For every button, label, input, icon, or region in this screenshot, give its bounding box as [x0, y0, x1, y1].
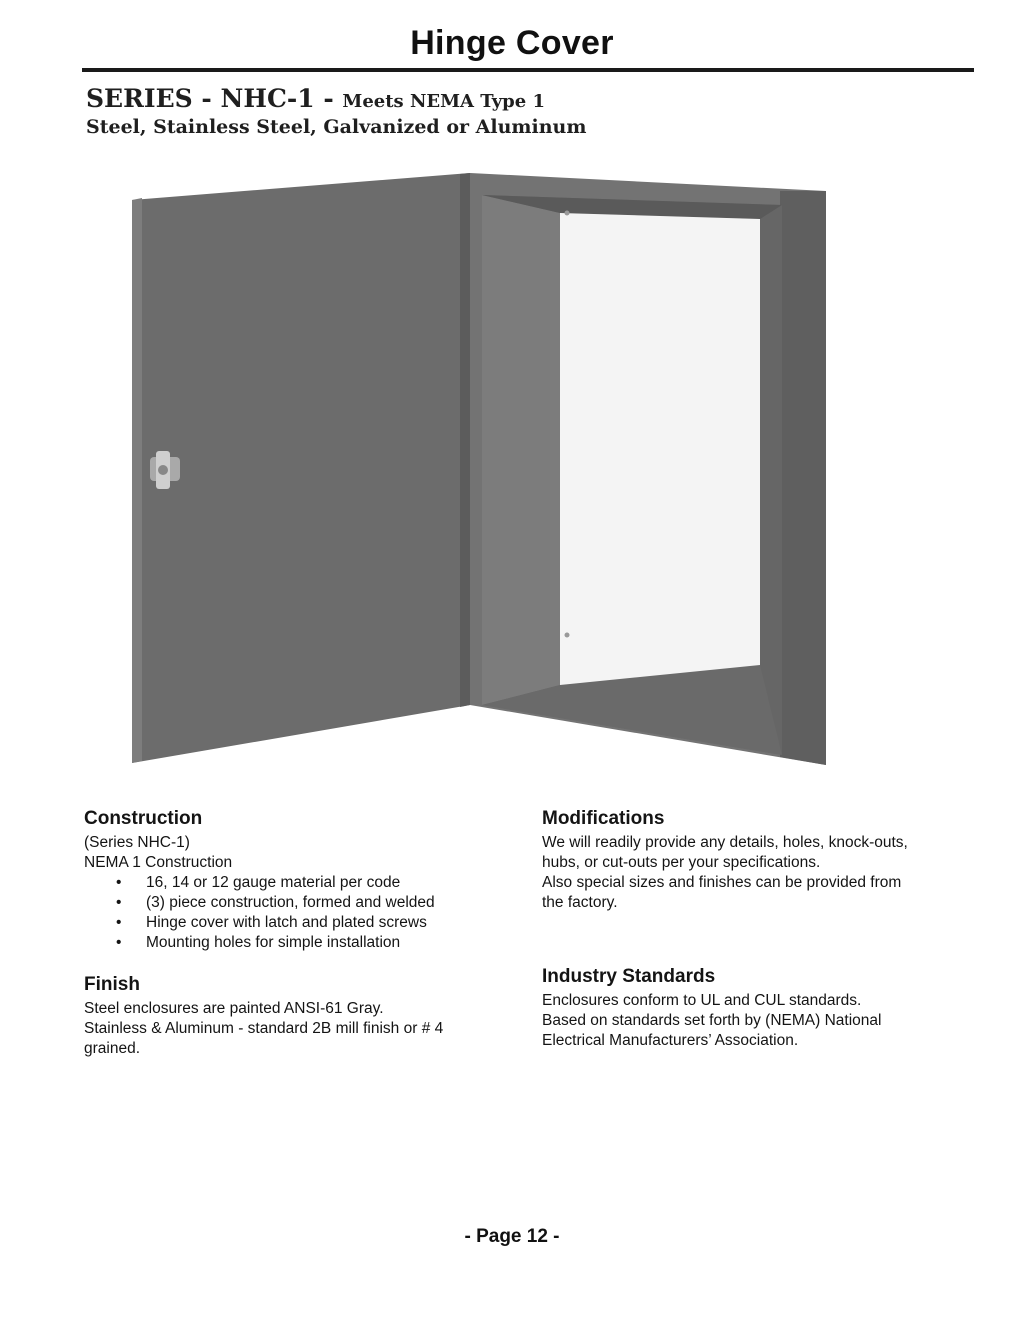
modifications-line: the factory. [542, 894, 618, 911]
industry-standards-line: Enclosures conform to UL and CUL standards. [542, 992, 862, 1009]
finish-section [84, 974, 514, 1059]
bullet-item: • 16, 14 or 12 gauge material per code [84, 873, 504, 893]
back-panel [560, 213, 760, 685]
finish-heading: Finish [84, 974, 140, 995]
construction-heading: Construction [84, 808, 203, 829]
construction-line: NEMA 1 Construction [84, 854, 233, 871]
industry-standards-line: Based on standards set forth by (NEMA) National [542, 1012, 882, 1029]
modifications-line: We will readily provide any details, holes, knock-outs, [542, 834, 908, 851]
bullet-item: • (3) piece construction, formed and welded [84, 893, 504, 913]
industry-standards-line: Electrical Manufacturers’ Association. [542, 1032, 799, 1049]
bullet-item: • Hinge cover with latch and plated screws [84, 913, 504, 933]
bullet-item: • Mounting holes for simple installation [84, 933, 504, 953]
construction-bullets [84, 873, 504, 953]
enclosure-illustration [120, 165, 860, 775]
series-name: SERIES - NHC-1 - [86, 84, 343, 113]
nema-type: Meets NEMA Type 1 [342, 91, 545, 112]
enclosure-door [132, 173, 470, 763]
finish-line: Stainless & Aluminum - standard 2B mill finish or # 4 [84, 1020, 444, 1037]
finish-line: grained. [84, 1040, 141, 1057]
industry-standards-heading: Industry Standards [542, 966, 716, 987]
page-number: - Page 12 - [464, 1226, 560, 1247]
series-heading [86, 84, 545, 113]
finish-line: Steel enclosures are painted ANSI-61 Gray. [84, 1000, 384, 1017]
modifications-line: hubs, or cut-outs per your specifications. [542, 854, 821, 871]
title-rule [82, 68, 974, 72]
industry-standards-section [542, 966, 972, 1051]
modifications-section [542, 808, 972, 913]
modifications-line: Also special sizes and finishes can be provided from [542, 874, 902, 891]
page-title: Hinge Cover [410, 24, 614, 62]
modifications-heading: Modifications [542, 808, 665, 829]
materials-subheading: Steel, Stainless Steel, Galvanized or Aluminum [86, 116, 587, 138]
construction-section [84, 808, 504, 953]
construction-line: (Series NHC-1) [84, 834, 190, 851]
enclosure-side [780, 191, 826, 765]
